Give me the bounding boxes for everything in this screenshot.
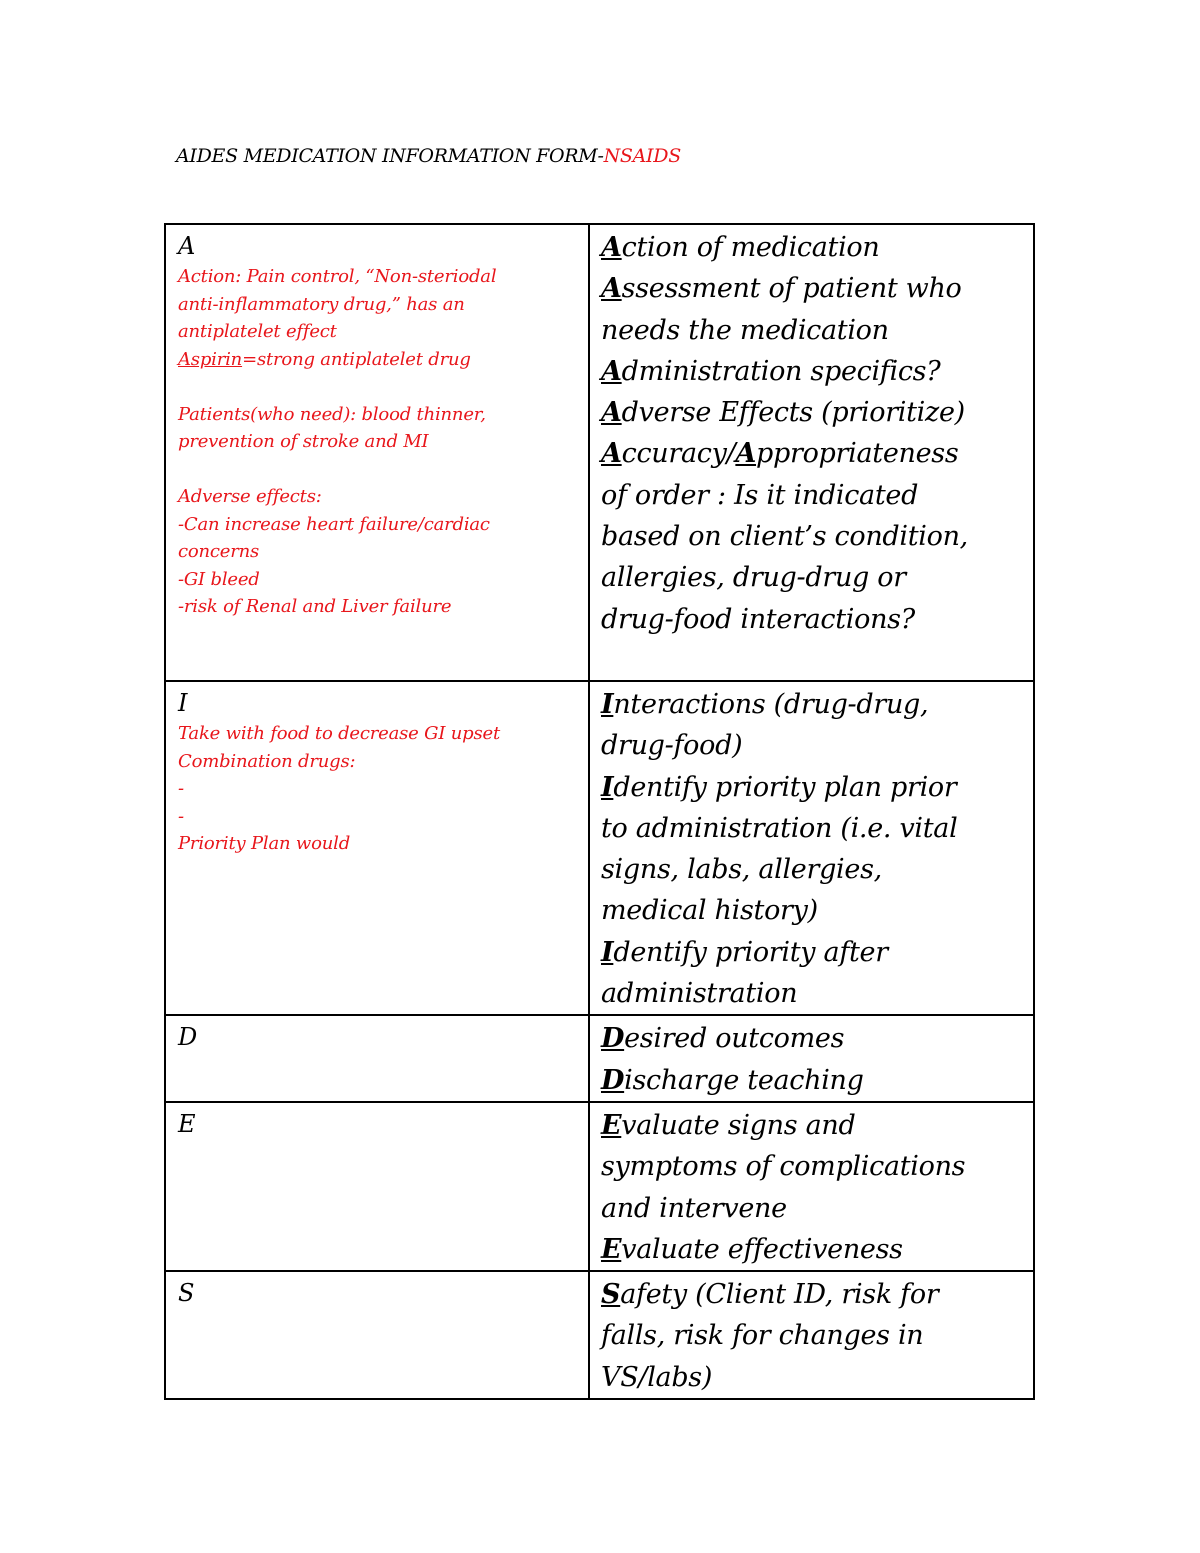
prompt-rest: allergies, drug-drug or: [601, 562, 906, 594]
prompt-line: [601, 268, 1033, 309]
prompt-rest: VS/labs): [601, 1361, 713, 1393]
prompt-rest: afety (Client ID, risk for: [620, 1279, 939, 1311]
prompt-initial: I: [601, 689, 614, 720]
table-row-d: [165, 1015, 1034, 1102]
prompt-line: [601, 599, 1033, 640]
prompt-line: [601, 849, 1033, 890]
prompt-line: [601, 973, 1033, 1014]
prompt-initial: A: [601, 438, 622, 470]
prompt-rest: ssessment of patient who: [621, 273, 962, 305]
table-row-i: [165, 681, 1034, 1015]
prompt-line: [601, 932, 1033, 973]
prompt-rest: ischarge teaching: [624, 1064, 864, 1096]
prompt-line: [601, 351, 1033, 392]
aspirin-word: Aspirin: [178, 348, 243, 370]
prompt-initial: E: [601, 1233, 622, 1265]
note-line: concerns: [178, 541, 260, 562]
prompt-line: [601, 227, 1033, 268]
prompt-rest: administration: [601, 978, 798, 1010]
prompts-a: [601, 227, 1033, 640]
prompts-cell-s: [589, 1271, 1034, 1399]
prompt-initial: A: [601, 273, 622, 305]
prompt-initial: A: [601, 355, 622, 387]
prompt-initial: I: [601, 771, 614, 803]
row-letter-s: S: [178, 1279, 195, 1308]
prompt-rest: ction of medication: [621, 232, 880, 263]
prompt-rest: based on client’s condition,: [601, 521, 968, 553]
prompts-s: [601, 1274, 1033, 1398]
note-line: -risk of Renal and Liver failure: [178, 596, 452, 617]
prompt-line: [601, 725, 1033, 766]
prompt-initial: S: [601, 1279, 621, 1311]
prompt-rest: drug-food): [601, 730, 743, 762]
note-line: Priority Plan would: [178, 833, 351, 854]
prompt-rest: needs the medication: [601, 314, 889, 346]
note-line: -: [178, 805, 184, 827]
note-line: Action: Pain control, “Non-steriodal: [178, 266, 497, 287]
note-line: Take with food to decrease GI upset: [178, 723, 501, 744]
table-row-a: [165, 224, 1034, 681]
note-gap: [178, 373, 588, 401]
note-line: -GI bleed: [178, 568, 260, 590]
prompt-line: [601, 767, 1033, 808]
prompt-line: [601, 1018, 1033, 1059]
prompts-cell-d: [589, 1015, 1034, 1102]
prompt-line: [601, 1357, 1033, 1398]
note-line: antiplatelet effect: [178, 321, 337, 342]
prompt-rest: falls, risk for changes in: [601, 1320, 924, 1352]
prompt-initial: I: [601, 936, 614, 968]
note-line-aspirin: [178, 346, 588, 374]
prompts-e: [601, 1105, 1033, 1270]
prompts-d: [601, 1018, 1033, 1101]
prompt-initial: D: [601, 1064, 625, 1096]
prompt-line: [601, 1188, 1033, 1229]
form-title-prefix: AIDES MEDICATION INFORMATION FORM-: [176, 145, 604, 167]
prompt-line: [601, 1315, 1033, 1356]
note-gap: [178, 456, 588, 484]
prompt-line: [601, 392, 1033, 433]
note-line: Combination drugs:: [178, 750, 356, 772]
prompts-cell-i: [589, 681, 1034, 1015]
prompt-initial: E: [601, 1109, 622, 1141]
prompt-line: [601, 557, 1033, 598]
prompt-line: [601, 516, 1033, 557]
note-line: Adverse effects:: [178, 486, 322, 507]
prompt-rest: esired outcomes: [624, 1023, 845, 1055]
row-letter-a: A: [178, 232, 196, 260]
prompt-rest: valuate effectiveness: [621, 1233, 903, 1265]
prompt-rest: of order : Is it indicated: [601, 479, 919, 511]
notes-a: [178, 263, 588, 621]
notes-cell-d: [165, 1015, 589, 1102]
prompt-line: [601, 310, 1033, 351]
prompt-rest: signs, labs, allergies,: [601, 854, 882, 886]
prompt-rest: dministration specifics?: [621, 355, 941, 387]
row-letter-d: D: [178, 1023, 198, 1052]
prompt-rest: dverse Effects (prioritize): [621, 397, 965, 429]
aides-table: [164, 223, 1035, 1400]
prompt-rest: dentify priority plan prior: [613, 771, 957, 803]
table-row-s: [165, 1271, 1034, 1399]
prompt-line: [601, 1229, 1033, 1270]
prompt-line: [601, 1146, 1033, 1187]
note-line: -: [178, 778, 184, 799]
row-letter-e: E: [178, 1109, 196, 1138]
prompt-line: [601, 890, 1033, 931]
prompt-rest: dentify priority after: [613, 936, 888, 968]
notes-cell-i: [165, 681, 589, 1015]
prompt-line: [601, 433, 1033, 474]
prompt-rest: valuate signs and: [621, 1109, 856, 1141]
form-title: [176, 145, 681, 167]
prompt-rest: ppropriateness: [756, 438, 959, 470]
prompts-cell-a: [589, 224, 1034, 681]
note-line: prevention of stroke and MI: [178, 431, 429, 452]
table-row-e: [165, 1102, 1034, 1271]
prompt-initial: D: [601, 1023, 625, 1055]
prompt-line: [601, 1105, 1033, 1146]
prompts-i: [601, 684, 1033, 1014]
prompt-initial: A: [601, 232, 622, 263]
prompt-line: [601, 808, 1033, 849]
note-line: -Can increase heart failure/cardiac: [178, 513, 490, 535]
prompt-rest: medical history): [601, 895, 818, 927]
aspirin-rest: =strong antiplatelet drug: [242, 348, 471, 370]
prompt-initial: A: [601, 397, 622, 429]
note-line: anti-inflammatory drug,” has an: [178, 293, 465, 315]
prompt-rest: to administration (i.e. vital: [601, 812, 958, 844]
prompt-rest: drug-food interactions?: [601, 603, 915, 635]
prompt-line: [601, 1274, 1033, 1315]
prompt-rest: and intervene: [601, 1192, 787, 1224]
prompt-rest: nteractions (drug-drug,: [613, 689, 929, 720]
prompt-rest: symptoms of complications: [601, 1151, 966, 1183]
notes-i: [178, 720, 588, 858]
form-title-drug-class: NSAIDS: [603, 145, 681, 167]
prompt-line: [601, 1060, 1033, 1101]
notes-cell-s: [165, 1271, 589, 1399]
prompt-line: [601, 475, 1033, 516]
note-line: Patients(who need): blood thinner,: [178, 403, 486, 425]
prompts-cell-e: [589, 1102, 1034, 1271]
row-letter-i: I: [178, 689, 188, 717]
prompt-initial: A: [735, 438, 757, 470]
notes-cell-a: [165, 224, 589, 681]
notes-cell-e: [165, 1102, 589, 1271]
prompt-line: [601, 684, 1033, 725]
prompt-rest: ccuracy/: [621, 438, 736, 470]
